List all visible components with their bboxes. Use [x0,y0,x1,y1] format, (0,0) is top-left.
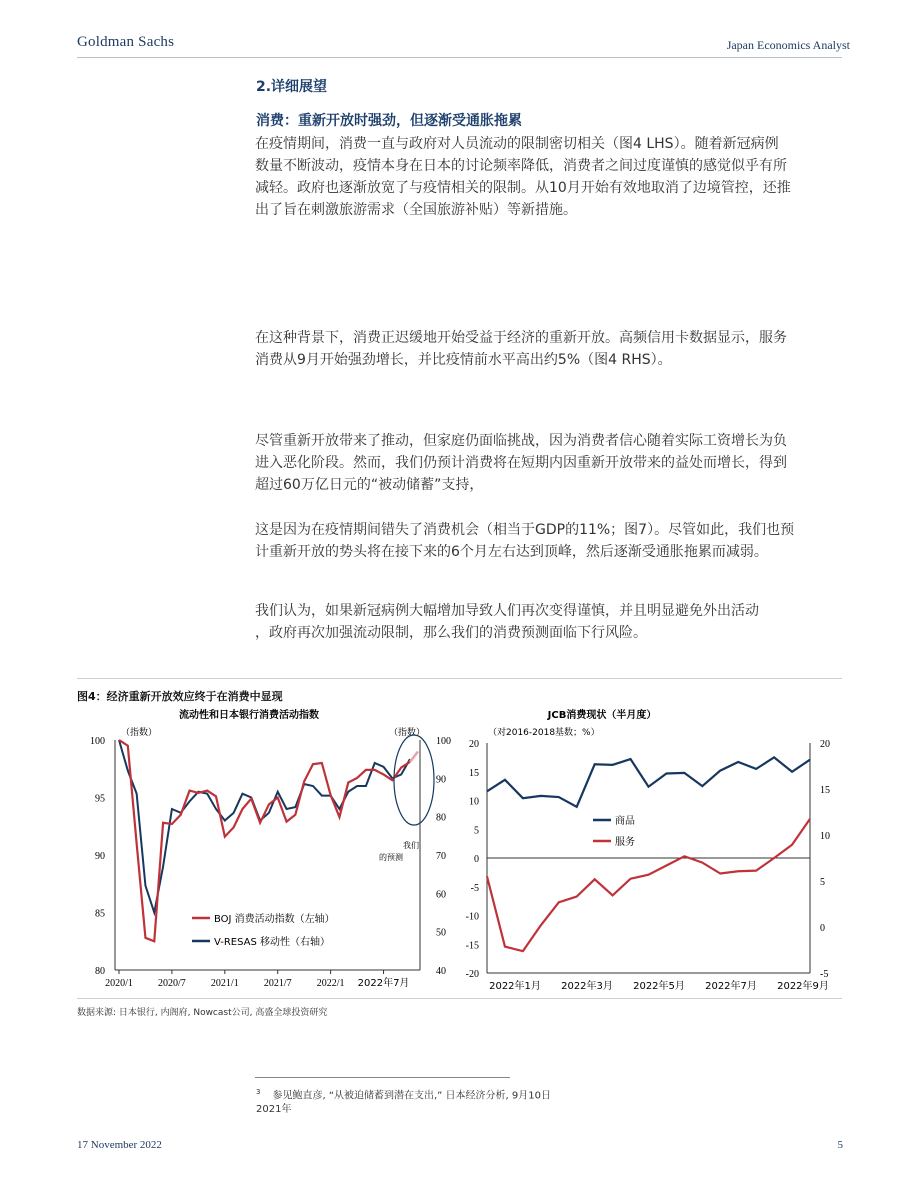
paragraph-line: 超过60万亿日元的“被动储蓄”支持， [255,477,484,493]
left-tick-label: 100 [90,736,105,747]
x-tick-label: 2020/7 [158,978,186,989]
paragraph-line: 在这种背景下，消费正迟缓地开始受益于经济的重新开放。高频信用卡数据显示，服务 [255,330,787,346]
mobility-consumption-chart [77,700,467,995]
figure-title: 图4：经济重新开放效应终于在消费中显现 [77,690,283,703]
left-tick-label: 90 [95,851,105,862]
footnote-divider [255,1077,510,1078]
forecast-annotation: 的预测 [379,853,403,862]
figure-top-rule [77,678,842,679]
paragraph-line: 在疫情期间，消费一直与政府对人员流动的限制密切相关（图4 LHS）。随着新冠病例 [255,136,779,152]
paragraph-line: 计重新开放的势头将在接下来的6个月左右达到顶峰，然后逐渐受通胀拖累而减弱。 [255,544,768,560]
right-tick-label: 50 [436,927,446,939]
paragraph-2 [255,327,835,371]
section-title: 2.详细展望 [256,79,328,95]
left-axis-label: （对2016-2018基数；%） [488,728,600,738]
right-tick-label: 0 [820,923,825,934]
brand-name: Goldman Sachs [77,34,175,50]
legend-label-mobility: V-RESAS 移动性（右轴） [214,937,331,948]
paragraph-line: 进入恶化阶段。然而，我们仍预计消费将在短期内因重新开放带来的益处而增长，得到 [255,455,787,471]
right-tick-label: 40 [436,966,446,977]
goods-series-line [487,757,810,806]
x-tick-label: 2022年7月 [705,981,757,992]
paragraph-line: 尽管重新开放带来了推动，但家庭仍面临挑战，因为消费者信心随着实际工资增长为负 [255,433,787,449]
footnote-line: 2021年 [256,1104,292,1116]
paragraph-line: 减轻。政府也逐渐放宽了与疫情相关的限制。从10月开始有效地取消了边境管控，还推 [255,180,791,196]
left-tick-label: -15 [465,940,479,952]
x-tick-label: 2021/1 [210,978,239,989]
paragraph-line: 出了旨在刺激旅游需求（全国旅游补贴）等新措施。 [255,202,577,218]
paragraph-line: 这是因为在疫情期间错失了消费机会（相当于GDP的11%；图7）。尽管如此，我们也预 [255,522,795,538]
right-tick-label: 10 [820,831,830,842]
left-tick-label: -5 [470,882,479,894]
header-divider [77,57,842,58]
left-tick-label: 85 [95,908,105,920]
right-tick-label: 100 [436,736,451,747]
right-tick-label: 60 [436,889,446,901]
forecast-highlight-ellipse [394,735,434,825]
right-tick-label: 80 [436,812,446,824]
forecast-annotation: 我们 [403,841,419,850]
boj-consumption-series-line [119,740,410,941]
x-tick-label: 2022年1月 [489,981,541,992]
boj-forecast-line [410,752,418,762]
right-axis-label: （指数） [389,728,426,738]
subsection-title: 消费：重新开放时强劲，但逐渐受通胀拖累 [256,113,522,129]
left-tick-label: -10 [465,911,479,923]
left-tick-label: 20 [469,739,479,750]
left-tick-label: 80 [95,966,105,977]
left-tick-label: 95 [95,793,105,805]
x-tick-label: 2022年7月 [357,978,410,989]
left-tick-label: 10 [469,796,479,808]
x-tick-label: 2022年3月 [561,981,613,992]
right-tick-label: 70 [436,851,446,862]
x-tick-label: 2022年9月 [777,981,829,992]
paragraph-5 [255,600,835,644]
jcb-consumption-chart [460,700,842,995]
legend-label-services: 服务 [615,837,635,848]
x-tick-label: 2021/7 [263,978,292,989]
footnote-number: 3 [256,1088,261,1096]
publication-name: Japan Economics Analyst [726,38,850,52]
left-tick-label: 15 [469,767,479,779]
right-tick-label: 90 [436,774,446,786]
right-tick-label: 15 [820,785,830,796]
x-tick-label: 2022/1 [316,978,345,989]
paragraph-4 [255,519,835,563]
right-tick-label: -5 [820,969,829,980]
footnote-line: 参见鲍直彦, “从被迫储蓄到潜在支出,” 日本经济分析, 9月10日 [272,1090,551,1102]
paragraph-line: 消费从9月开始强劲增长，并比疫情前水平高出约5%（图4 RHS）。 [255,352,672,368]
chart-title: 流动性和日本银行消费活动指数 [179,710,319,721]
left-axis-label: （指数） [121,728,158,738]
left-tick-label: 5 [474,825,479,837]
paragraph-line: 我们认为，如果新冠病例大幅增加导致人们再次变得谨慎，并且明显避免外出活动 [255,603,759,619]
paragraph-1 [255,133,835,221]
legend-label-goods: 商品 [615,816,635,827]
right-tick-label: 20 [820,739,830,750]
chart-title: JCB消费现状（半月度） [547,710,657,721]
paragraph-line: ，政府再次加强流动限制，那么我们的消费预测面临下行风险。 [255,625,647,641]
legend-label-boj: BOJ 消费活动指数（左轴） [214,914,335,925]
left-tick-label: 0 [474,854,479,865]
figure-source: 数据来源: 日本银行, 内阁府, Nowcast公司, 高盛全球投资研究 [77,1008,328,1018]
footnote [256,1085,551,1117]
right-tick-label: 5 [820,877,825,888]
x-tick-label: 2022年5月 [633,981,685,992]
services-series-line [487,819,810,951]
paragraph-line: 数量不断波动，疫情本身在日本的讨论频率降低，消费者之间过度谨慎的感觉似乎有所 [255,158,787,174]
left-tick-label: -20 [465,969,479,980]
figure-bottom-rule [77,998,842,999]
paragraph-3 [255,430,835,496]
x-tick-label: 2020/1 [105,978,133,989]
footer-date: 17 November 2022 [77,1139,162,1151]
page-number: 5 [837,1139,843,1151]
